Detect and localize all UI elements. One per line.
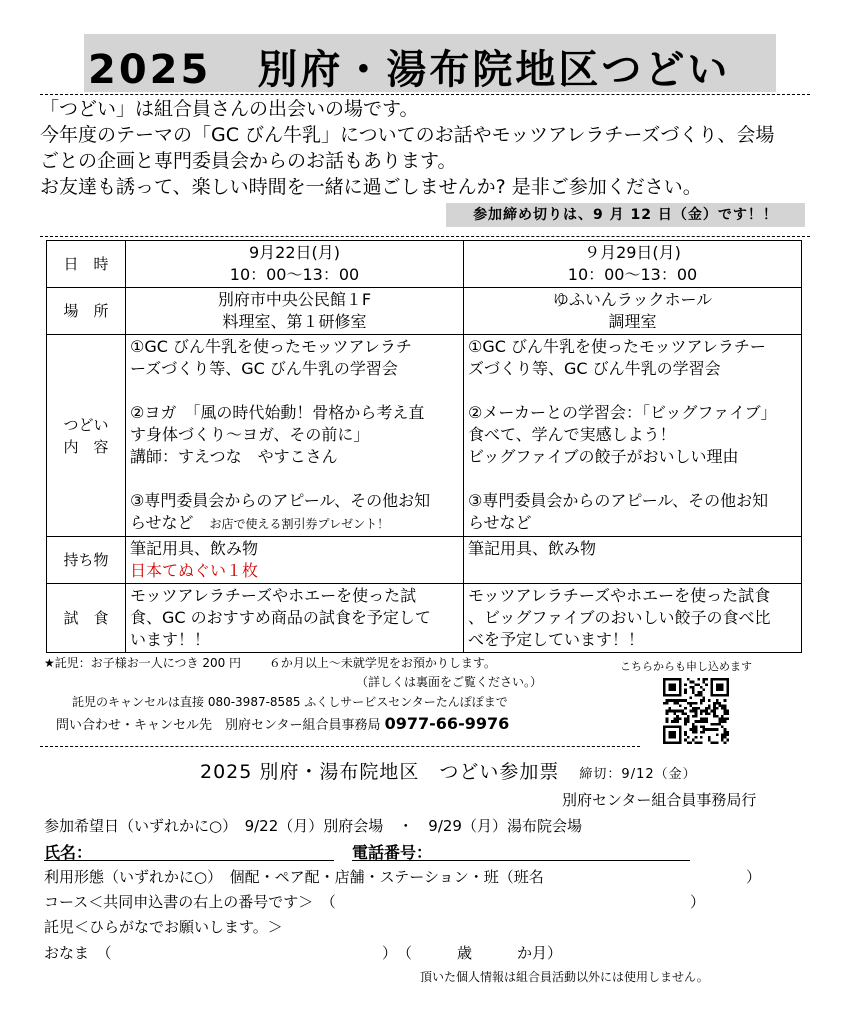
belongings-line: 筆記用具、飲み物: [130, 539, 259, 558]
form-title-text: 2025 別府・湯布院地区 つどい参加票: [200, 761, 560, 783]
table-row: [47, 335, 802, 537]
child-age-field[interactable]: ） （ 歳 か月）: [382, 944, 563, 962]
content-line: ③専門委員会からのアピール、その他お知: [468, 491, 769, 510]
content-line: ②ヨガ 「風の時代始動！骨格から考え直: [130, 403, 425, 422]
content-line: ーズづくり等、GC びん牛乳の学習会: [130, 359, 398, 378]
beppu-content: [126, 335, 464, 537]
name-label: 氏名：: [44, 843, 93, 862]
content-line: 講師：すえつな やすこさん: [130, 447, 338, 466]
tasting-line: います！！: [130, 630, 211, 649]
intro-line: ごとの企画と専門委員会からのお話もあります。: [40, 150, 457, 172]
content-text: らせなど: [130, 513, 194, 532]
beppu-date: 9月22日(月): [248, 243, 341, 262]
title-text: 別府・湯布院地区つどい: [257, 47, 731, 93]
row-label-content: [47, 335, 126, 537]
beppu-tasting: [126, 584, 464, 653]
content-line: ①GC びん牛乳を使ったモッツアレラチー: [468, 337, 766, 356]
yufuin-datetime: [464, 241, 802, 288]
details-note: （詳しくは裏面をご覧ください。）: [356, 675, 543, 689]
beppu-place: [126, 288, 464, 335]
schedule-table: [46, 240, 802, 653]
tasting-line: べを予定しています！！: [468, 630, 645, 649]
contact-phone[interactable]: 0977-66-9976: [384, 714, 510, 733]
content-line: ズづくり等、GC びん牛乳の学習会: [468, 359, 721, 378]
intro-text: [40, 96, 820, 200]
form-title: [200, 757, 697, 784]
intro-line: 「つどい」は組合員さんの出会いの場です。: [40, 98, 419, 120]
label-line: つどい: [63, 415, 109, 434]
intro-line: 今年度のテーマの「GC びん牛乳」についてのお話やモッツアレラチーズづくり、会場: [40, 124, 775, 146]
row-label-tasting: 試 食: [47, 584, 126, 653]
content-line: らせなど: [468, 513, 532, 532]
qr-code-icon[interactable]: [663, 678, 729, 744]
qr-caption: こちらからも申し込めます: [620, 660, 752, 673]
yufuin-place-line: ゆふいんラックホール: [552, 290, 713, 309]
cancel-childcare-note: 託児のキャンセルは直接 080-3987-8585 ふくしサービスセンターたんぽぽまで: [72, 695, 508, 709]
privacy-note: 頂いた個人情報は組合員活動以外には使用しません。: [420, 970, 709, 984]
table-row: [47, 537, 802, 584]
contact-line: [56, 714, 509, 733]
yufuin-tasting: [464, 584, 802, 653]
table-row: [47, 288, 802, 335]
page-title: [88, 38, 730, 95]
row-label-place: 場 所: [47, 288, 126, 335]
intro-line: お友達も誘って、楽しい時間を一緒に過ごしませんか? 是非ご参加ください。: [40, 176, 702, 198]
label-line: 内 容: [63, 437, 109, 456]
table-row: [47, 584, 802, 653]
content-line: す身体づくり～ヨガ、その前に」: [130, 425, 370, 444]
form-addressee: 別府センター組合員事務局行: [562, 791, 757, 809]
phone-label: 電話番号：: [352, 843, 433, 862]
table-row: [47, 241, 802, 288]
beppu-belongings: [126, 537, 464, 584]
belongings-line: 筆記用具、飲み物: [468, 539, 597, 558]
row-label-datetime: 日 時: [47, 241, 126, 288]
divider: [40, 236, 810, 237]
title-year: 2025: [88, 47, 212, 93]
yufuin-belongings: [464, 537, 802, 584]
content-line: 食べて、学んで実感しよう！: [468, 425, 676, 444]
course-close: ）: [690, 893, 706, 911]
course-field[interactable]: コース＜共同申込書の右上の番号です＞ （: [44, 893, 336, 911]
deadline-banner: 参加締め切りは、9 月 12 日（金）です！！: [446, 203, 805, 227]
tasting-line: 食、GC のおすすめ商品の試食を予定して: [130, 608, 431, 627]
beppu-datetime: [126, 241, 464, 288]
content-line: ①GC びん牛乳を使ったモッツアレラチ: [130, 337, 412, 356]
divider: [40, 746, 640, 747]
yufuin-place-line: 調理室: [608, 312, 657, 331]
content-line: ③専門委員会からのアピール、その他お知: [130, 491, 431, 510]
phone-input[interactable]: [352, 860, 690, 861]
beppu-place-line: 料理室、第１研修室: [222, 312, 367, 331]
child-name-field[interactable]: おなま （: [44, 944, 112, 962]
yufuin-place: [464, 288, 802, 335]
contact-label: 問い合わせ・キャンセル先 別府センター組合員事務局: [56, 718, 381, 733]
yufuin-time: 10：00～13：00: [567, 265, 698, 284]
belongings-line-red: 日本てぬぐい１枚: [130, 561, 259, 580]
name-input[interactable]: [44, 860, 334, 861]
row-label-belongings: 持ち物: [47, 537, 126, 584]
childcare-label: 託児＜ひらがなでお願いします。＞: [44, 918, 283, 936]
divider: [40, 94, 810, 95]
tasting-line: 、ビッグファイブのおいしい餃子の食べ比: [468, 608, 771, 627]
desired-date-field[interactable]: 参加希望日（いずれかに○） 9/22（月）別府会場 ・ 9/29（月）湯布院会場: [44, 817, 582, 835]
beppu-time: 10：00～13：00: [229, 265, 360, 284]
yufuin-content: [464, 335, 802, 537]
childcare-note: ★託児：お子様お一人につき 200 円 ６か月以上～未就学児をお預かりします。: [44, 656, 496, 670]
beppu-place-line: 別府市中央公民館１F: [217, 290, 372, 309]
content-line: ②メーカーとの学習会：「ビッグファイブ」: [468, 403, 777, 422]
content-line: ビッグファイブの餃子がおいしい理由: [468, 447, 739, 466]
coupon-note: お店で使える割引券プレゼント！: [209, 517, 390, 531]
content-line: [130, 512, 459, 535]
usage-close: ）: [746, 868, 762, 886]
tasting-line: モッツアレラチーズやホエーを使った試: [130, 586, 417, 605]
usage-field[interactable]: 利用形態（いずれかに○） 個配・ペア配・店舗・ステーション・班（班名: [44, 868, 544, 886]
tasting-line: モッツアレラチーズやホエーを使った試食: [468, 586, 771, 605]
form-deadline: 締切：9/12（金）: [579, 767, 697, 782]
yufuin-date: ９月29日(月): [584, 243, 681, 262]
